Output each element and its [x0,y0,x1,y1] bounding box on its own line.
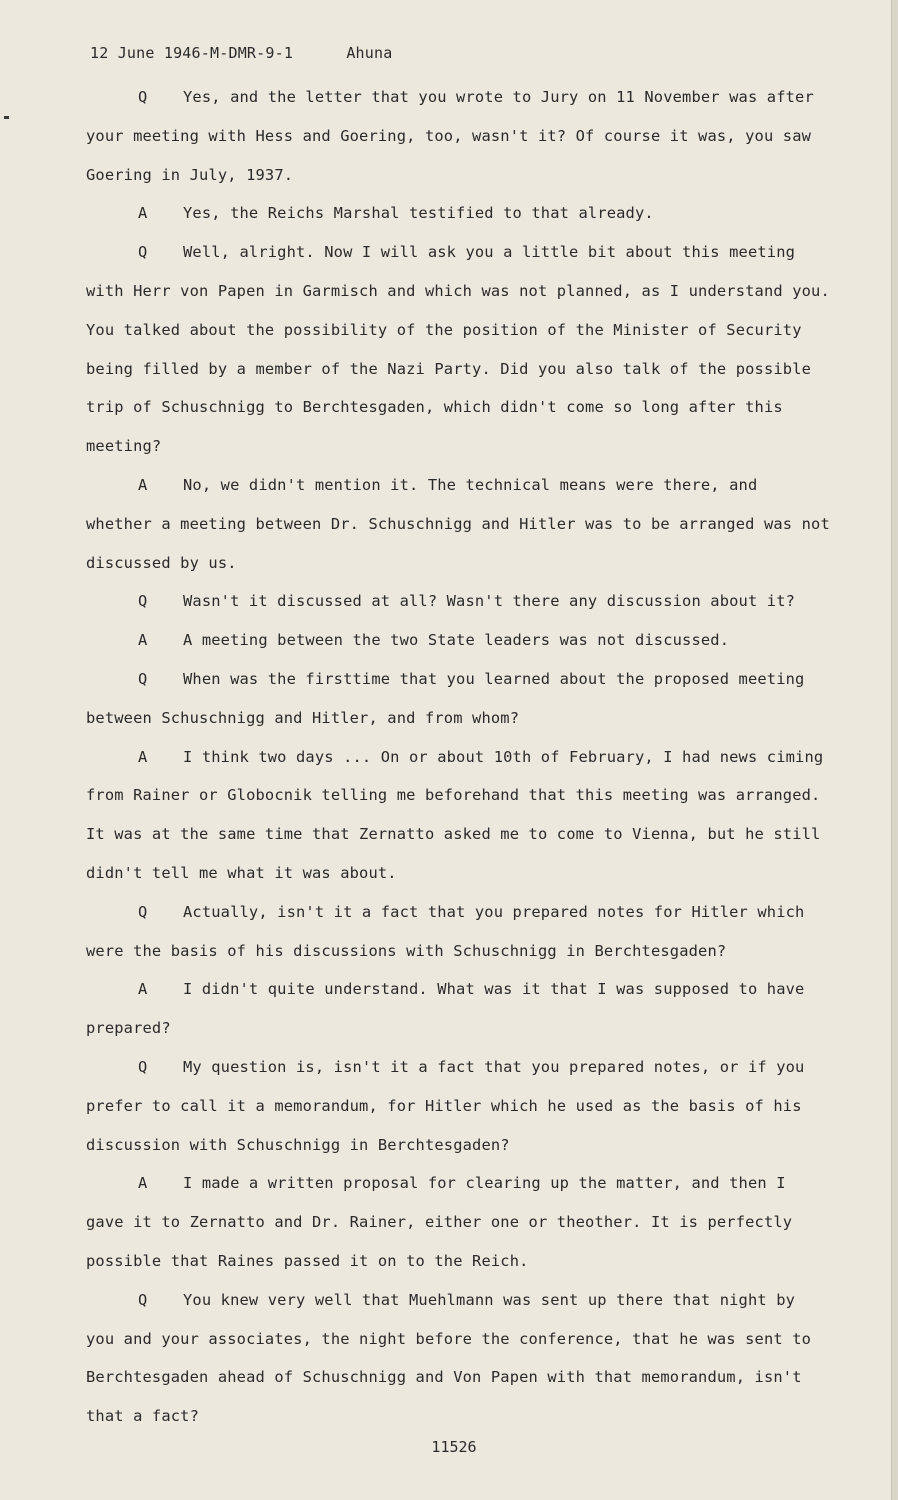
transcript-paragraph [86,1281,831,1436]
witness-name: Ahuna [346,44,393,62]
speaker-label: A [138,475,148,494]
speaker-label: Q [138,1057,148,1076]
paragraph-text: Well, alright. Now I will ask you a little bit about this meeting with Herr von Papen in Garmisch and which was not planned, as I understand you. You talked about the possibility of the position of the Minister of Security being filled by a member of the Nazi Party. Did you also talk of the possible trip of Schuschnigg to Berchtesgaden, which didn't come so long after this meeting? [86,243,830,456]
transcript-paragraph [86,233,831,466]
transcript-paragraph [86,893,831,971]
speaker-label: A [138,747,148,766]
page-number: 11526 [431,1438,477,1456]
transcript-paragraph [86,582,831,621]
transcript-paragraph [86,78,831,194]
paragraph-text: Actually, isn't it a fact that you prepared notes for Hitler which were the basis of his discussions with Schuschnigg in Berchtesgaden? [86,902,805,960]
transcript-paragraph [86,970,831,1048]
paragraph-text: When was the firsttime that you learned about the proposed meeting between Schuschnigg and Hitler, and from whom? [86,669,805,727]
transcript-paragraph [86,466,831,582]
date-code: 12 June 1946-M-DMR-9-1 [90,44,294,62]
paragraph-text: I think two days ... On or about 10th of February, I had news ciming from Rainer or Globocnik telling me beforehand that this meeting was arranged. It was at the same time that Zernatto asked me to come to Vienna, but he still didn't tell me what it was about. [86,747,824,882]
transcript-paragraph [86,621,831,660]
paragraph-text: No, we didn't mention it. The technical means were there, and whether a meeting between Dr. Schuschnigg and Hitler was to be arranged was not discussed by us. [86,475,830,572]
transcript-paragraph [86,1048,831,1164]
speaker-label: Q [138,902,148,921]
speaker-label: A [138,204,148,223]
paragraph-text: A meeting between the two State leaders was not discussed. [183,631,730,650]
speaker-label: Q [138,592,148,611]
speaker-label: Q [138,88,148,106]
paragraph-text: I didn't quite understand. What was it that I was supposed to have prepared? [86,980,805,1038]
paragraph-text: My question is, isn't it a fact that you prepared notes, or if you prefer to call it a memorandum, for Hitler which he used as the basis of his discussion with Schuschnigg in Berchtesgaden? [86,1057,805,1154]
speaker-label: A [138,631,148,650]
page-header [90,44,392,62]
margin-mark [4,116,9,119]
paragraph-text: You knew very well that Muehlmann was sent up there that night by you and your associates, the night before the conference, that he was sent to Berchtesgaden ahead of Schuschnigg and Von Papen with that memorandum, isn't that a fact? [86,1290,812,1426]
speaker-label: Q [138,1290,148,1309]
page-edge [891,0,898,1500]
speaker-label: A [138,980,148,999]
paragraph-text: Wasn't it discussed at all? Wasn't there any discussion about it? [183,592,796,611]
transcript-body [86,78,831,1436]
transcript-paragraph [86,194,831,233]
paragraph-text: I made a written proposal for clearing up the matter, and then I gave it to Zernatto and Dr. Rainer, either one or theother. It is perfectly possible that Raines passed it on to the Reich. [86,1174,793,1270]
speaker-label: Q [138,669,148,688]
transcript-paragraph [86,1164,831,1280]
paragraph-text: Yes, the Reichs Marshal testified to that already. [183,204,654,223]
paragraph-text: Yes, and the letter that you wrote to Jury on 11 November was after your meeting with Hess and Goering, too, wasn't it? Of course it was, you saw Goering in July, 1937. [86,88,814,184]
speaker-label: A [138,1174,148,1193]
speaker-label: Q [138,243,148,262]
transcript-paragraph [86,660,831,738]
transcript-paragraph [86,738,831,893]
